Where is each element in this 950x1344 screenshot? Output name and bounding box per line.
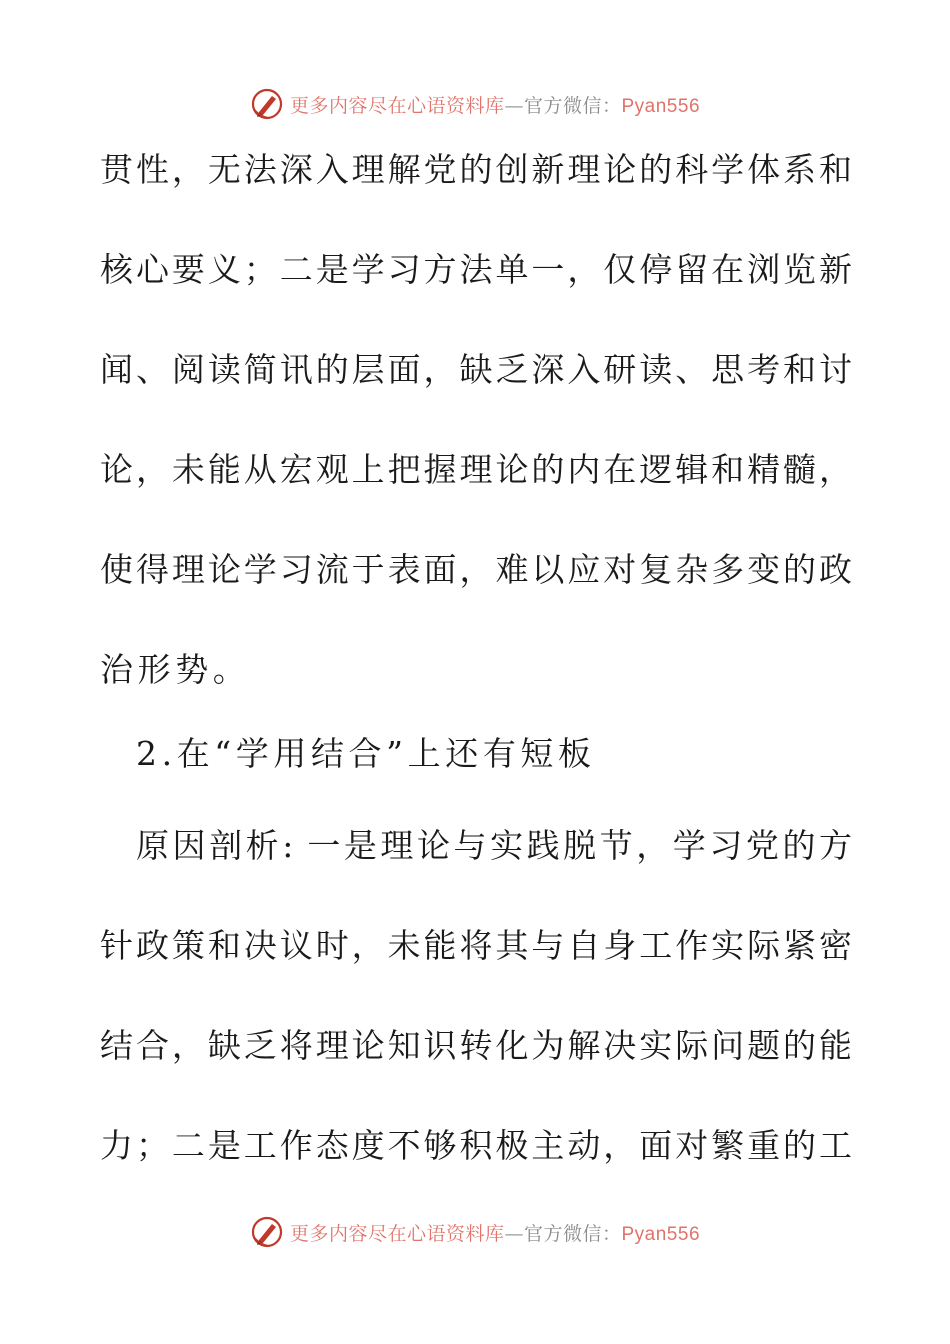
paragraph2-line-4: 力；二是工作态度不够积极主动，面对繁重的工 [100, 1126, 852, 1165]
body-line-4: 论，未能从宏观上把握理论的内在逻辑和精髓， [100, 450, 852, 489]
body-line-6: 治形势。 [100, 650, 251, 689]
paragraph2-line-2: 针政策和决议时，未能将其与自身工作实际紧密 [100, 926, 852, 965]
header-watermark [0, 84, 950, 124]
paragraph2-line-1: 原因剖析: 一是理论与实践脱节，学习党的方 [136, 826, 852, 865]
watermark-account: Pyan556 [621, 1223, 701, 1245]
pen-logo-icon [250, 1215, 284, 1249]
body-line-3: 闻、阅读简讯的层面，缺乏深入研读、思考和讨 [100, 350, 852, 389]
watermark-cn2: 官方微信： [523, 94, 622, 117]
section-heading: 2.在“学用结合”上还有短板 [136, 734, 596, 773]
watermark-text [290, 91, 700, 118]
footer-watermark [0, 1212, 950, 1252]
body-line-1: 贯性，无法深入理解党的创新理论的科学体系和 [100, 150, 852, 189]
body-line-2: 核心要义；二是学习方法单一，仅停留在浏览新 [100, 250, 852, 289]
body-line-5: 使得理论学习流于表面，难以应对复杂多变的政 [100, 550, 852, 589]
watermark-account: Pyan556 [621, 95, 701, 117]
watermark-separator: — [504, 1222, 524, 1245]
watermark-text [290, 1219, 700, 1246]
watermark-cn2: 官方微信： [523, 1222, 622, 1245]
paragraph2-line-3: 结合，缺乏将理论知识转化为解决实际问题的能 [100, 1026, 852, 1065]
watermark-separator: — [504, 94, 524, 117]
watermark-cn: 更多内容尽在心语资料库 [289, 94, 505, 117]
pen-logo-icon [250, 87, 284, 121]
watermark-cn: 更多内容尽在心语资料库 [289, 1222, 505, 1245]
